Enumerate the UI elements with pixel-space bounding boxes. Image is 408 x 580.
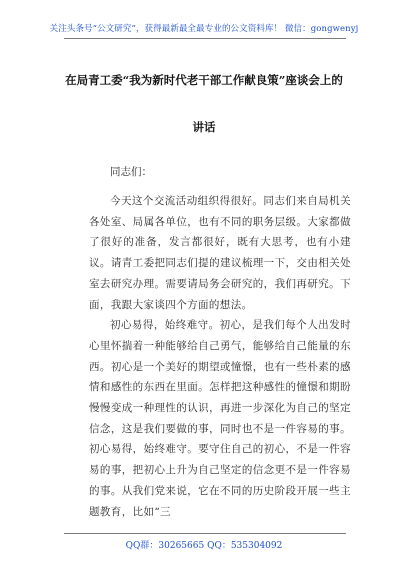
footer-contact-note: QQ群：30265665 QQ：535304092 xyxy=(125,541,283,551)
body-paragraph: 今天这个交流活动组织得很好。同志们来自局机关各处室、局属各单位，也有不同的职务层级。大家都做了很好的准备，发言都很好，既有大思考，也有小建议。请青工委把同志们提的建议梳理一下，交由相关处室去研究办理。需要请局务会研究的，我们再研究。下面，我跟大家谈四个方面的想法。 xyxy=(89,195,351,311)
body-paragraph: 初心易得，始终难守。初心，是我们每个人出发时心里怀揣着一种能够给自己勇气，能够给自己能量的东西。初心是一个美好的期望或憧憬，也有一些朴素的感情和感性的东西在里面。怎样把这种感性的憧憬和期盼慢慢变成一种理性的认识，再进一步深化为自己的坚定信念，这是我们要做的事，同时也不是一件容易的事。初心易得，始终难守。要守住自己的初心，不是一件容易的事，把初心上升为自己坚定的信念更不是一件容易的事。从我们党来说，它在不同的历史阶段开展一些主题教育，比如“三 xyxy=(89,319,351,518)
header-promo-note: 关注头条号“公文研究”，获得最新最全最专业的公文资料库！ 微信：gongwenyj xyxy=(49,24,359,34)
footer-divider xyxy=(64,533,346,534)
document-title: 在局青工委“我为新时代老干部工作献良策”座谈会上的 xyxy=(65,73,343,87)
document-title-continued: 讲话 xyxy=(192,120,216,134)
document-body xyxy=(89,191,351,522)
salutation: 同志们： xyxy=(110,166,152,178)
header-divider xyxy=(64,38,346,39)
